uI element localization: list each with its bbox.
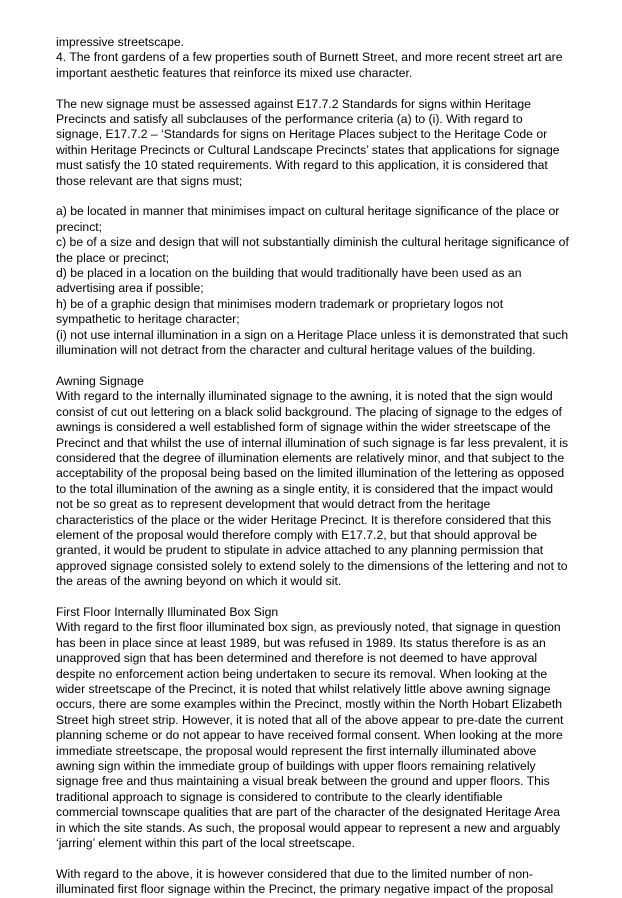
text-line: must satisfy the 10 stated requirements. With regard to this application, it is considered that [56,158,548,173]
text-line: Street high street strip. However, it is noted that all of the above appear to pre-date the current [56,712,564,727]
text-line: occurs, there are some examples within the Precinct, mostly within the North Hobart Elizabeth [56,697,563,712]
text-line: awning sign within the immediate group of buildings with upper floors remaining relatively [56,759,536,774]
text-line: a) be located in manner that minimises impact on cultural heritage significance of the place or [56,204,560,219]
text-line: to the total illumination of the awning as a single entity, it is considered that the impact would [56,481,554,496]
text-line: advertising area if possible; [56,281,204,296]
text-line: unapproved sign that has been determined and therefore is not deemed to have approval [56,651,538,666]
text-line: c) be of a size and design that will not substantially diminish the cultural heritage significance of [56,235,569,250]
text-line: the areas of the awning beyond on which it would sit. [56,574,342,589]
paragraph-awning [56,374,582,590]
text-line: despite no enforcement action being undertaken to secure its removal. When looking at the [56,666,548,681]
text-line: consist of cut out lettering on a black solid background. The placing of signage to the edges of [56,404,562,419]
paragraph-box-sign [56,605,582,852]
text-line: wider streetscape of the Precinct, it is noted that whilst relatively little above awning signage [56,682,551,696]
section-heading: First Floor Internally Illuminated Box Sign [56,604,279,619]
text-line: characteristics of the place or the wider Heritage Precinct. It is therefore considered that this [56,512,552,527]
text-line: With regard to the above, it is however considered that due to the limited number of non- [56,866,533,881]
text-line: planning scheme or do not appear to have received formal consent. When looking at the more [56,728,563,743]
text-line: ‘jarring’ element within this part of the local streetscape. [56,836,355,851]
text-line: the place or precinct; [56,250,170,265]
text-line: With regard to the first floor illuminated box sign, as previously noted, that signage in question [56,620,561,635]
text-line: approved signage consisted solely to extend solely to the dimensions of the lettering and not to [56,558,568,573]
text-line: those relevant are that signs must; [56,173,243,188]
paragraph-conclusion [56,867,582,898]
text-line: considered that the degree of illumination elements are relatively minor, and that subject to the [56,450,565,465]
text-line: Precincts and satisfy all subclauses of the performance criteria (a) to (i). With regard to [56,112,523,127]
text-line: commercial townscape qualities that are part of the character of the designated Heritage Area [56,805,561,820]
text-line: not be so great as to represent development that would detract from the heritage [56,497,491,512]
text-line: (i) not use internal illumination in a sign on a Heritage Place unless it is demonstrated that such [56,327,569,342]
text-line: signage free and thus maintaining a visual break between the ground and upper floors. This [56,774,550,789]
text-line: h) be of a graphic design that minimises modern trademark or proprietary logos not [56,296,504,311]
text-line: 4. The front gardens of a few properties south of Burnett Street, and more recent street art are [56,50,563,65]
text-line: has been in place since at least 1989, but was refused in 1989. Its status therefore is as an [56,635,546,650]
text-line: The new signage must be assessed against E17.7.2 Standards for signs within Heritage [56,96,531,111]
text-line: immediate streetscape, the proposal would represent the first internally illuminated above [56,743,537,758]
text-line: precinct; [56,219,103,234]
paragraph-signage-standards [56,97,582,189]
text-line: acceptability of the proposal being based on the limited illumination of the lettering as opposed [56,466,565,481]
text-line: Precinct and that whilst the use of internal illumination of such signage is far less prevalent, it is [56,435,569,450]
text-line: sympathetic to heritage character; [56,312,240,327]
text-line: traditional approach to signage is considered to contribute to the clearly identifiable [56,789,503,804]
text-line: in which the site stands. As such, the proposal would appear to represent a new and arguably [56,820,561,835]
text-line: impressive streetscape. [56,35,185,49]
text-line: important aesthetic features that reinforce its mixed use character. [56,65,413,80]
text-line: awnings is considered a well established form of signage within the wider streetscape of the [56,420,551,435]
text-line: signage, E17.7.2 – ‘Standards for signs on Heritage Places subject to the Heritage Code or [56,127,548,142]
text-line: within Heritage Precincts or Cultural Landscape Precincts’ states that applications for signage [56,142,560,157]
text-line: With regard to the internally illuminated signage to the awning, it is noted that the sign would [56,389,553,404]
paragraph-intro [56,35,582,81]
text-line: illumination will not detract from the character and cultural heritage values of the building. [56,343,536,358]
section-heading: Awning Signage [56,373,144,388]
paragraph-criteria [56,204,582,358]
text-line: element of the proposal would therefore comply with E17.7.2, but that should approval be [56,527,538,542]
text-line: d) be placed in a location on the building that would traditionally have been used as an [56,266,522,281]
text-line: granted, it would be prudent to stipulate in advice attached to any planning permission that [56,543,544,558]
text-line: illuminated first floor signage within the Precinct, the primary negative impact of the proposal [56,882,554,897]
